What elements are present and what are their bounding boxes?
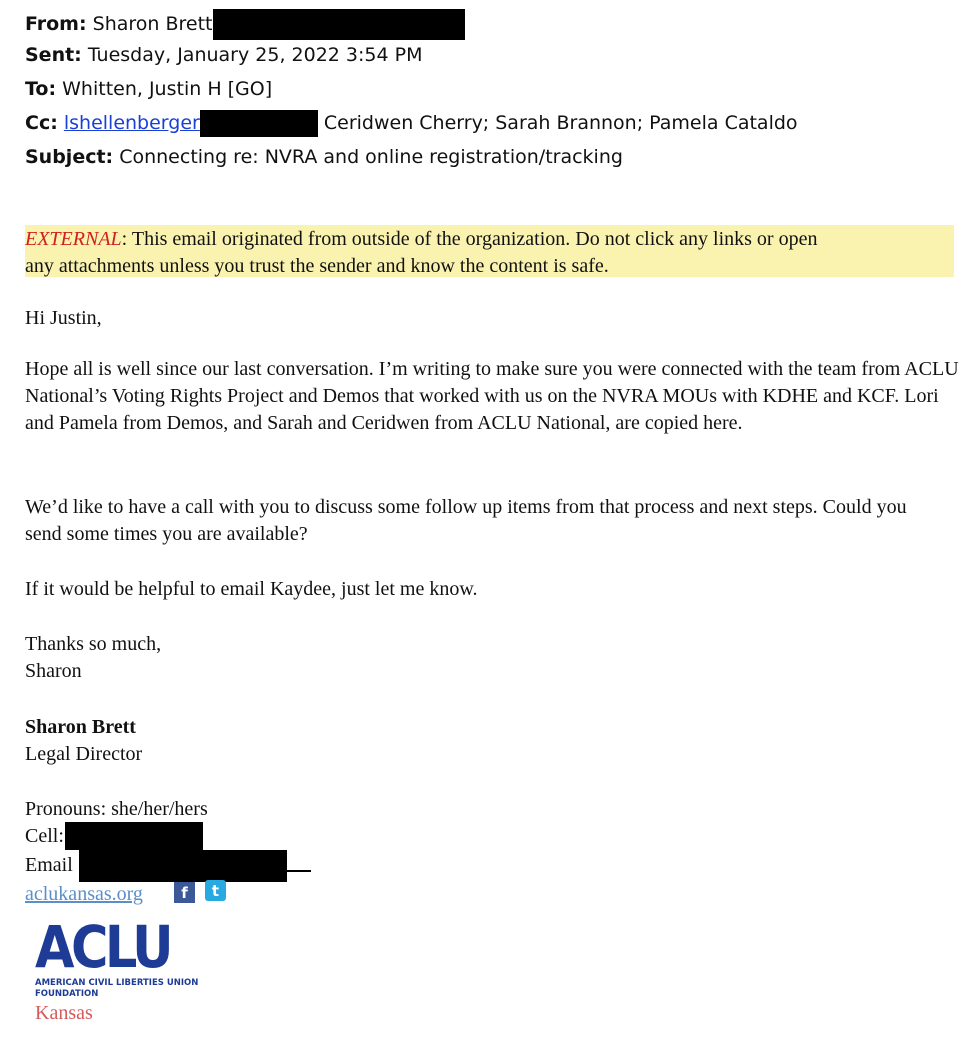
body-paragraph-1: Hope all is well since our last conversation. I’m writing to make sure you were connected with the team from ACLU National’s Voting Rights Project and Demos that worked with us on the NVRA MOUs with KDHE and KCF. Lori and Pamela from Demos, and Sarah and Ceridwen from ACLU National, are copied here. [25,358,959,434]
sent-line [25,42,422,68]
signature-email-line [25,852,73,879]
closing-line-2: Sharon [25,660,82,682]
subject-line [25,144,623,170]
redaction-box [213,9,465,40]
redaction-underline [287,870,311,872]
to-value: Whitten, Justin H [GO] [62,78,273,100]
to-line [25,76,272,102]
website-link[interactable]: aclukansas.org [25,883,143,905]
greeting: Hi Justin, [25,307,102,329]
cc-email-link[interactable]: lshellenberger [63,112,200,134]
closing-line-1: Thanks so much, [25,633,162,655]
to-label: To: [25,78,57,100]
email-label: Email [25,854,73,876]
signature-title: Legal Director [25,743,143,765]
aclu-logo-subtitle-2: FOUNDATION [35,989,99,999]
from-line [25,9,465,40]
aclu-logo-wordmark: ACLU [35,913,171,981]
subject-label: Subject: [25,146,114,168]
cell-label: Cell: [25,825,64,847]
external-warning-line1 [25,226,960,253]
body-paragraph-2: We’d like to have a call with you to discuss some follow up items from that process and next steps. Could you send some times you are available? [25,496,907,545]
cc-label: Cc: [25,112,58,134]
sent-value: Tuesday, January 25, 2022 3:54 PM [87,44,423,66]
aclu-logo-subtitle-1: AMERICAN CIVIL LIBERTIES UNION [35,978,199,988]
body-paragraph-3: If it would be helpful to email Kaydee, just let me know. [25,578,478,600]
redaction-box [65,822,203,850]
redaction-box [79,850,287,882]
signature-pronouns: Pronouns: she/her/hers [25,798,208,820]
from-value: Sharon Brett [92,13,213,35]
external-tag: EXTERNAL [25,228,122,250]
external-warning-text1: : This email originated from outside of the organization. Do not click any links or open [121,228,818,250]
signature-cell-line [25,823,64,850]
twitter-icon[interactable]: t [205,880,226,901]
website-line [25,881,143,908]
from-label: From: [25,13,87,35]
cc-line [25,110,798,137]
subject-value: Connecting re: NVRA and online registration/tracking [119,146,623,168]
sent-label: Sent: [25,44,82,66]
cc-recipients: Ceridwen Cherry; Sarah Brannon; Pamela Cataldo [323,112,798,134]
redaction-box [200,110,318,137]
facebook-icon[interactable]: f [174,882,195,903]
signature-name: Sharon Brett [25,716,136,738]
external-warning-text2: any attachments unless you trust the sender and know the content is safe. [25,255,609,277]
aclu-logo-state: Kansas [35,1002,93,1024]
